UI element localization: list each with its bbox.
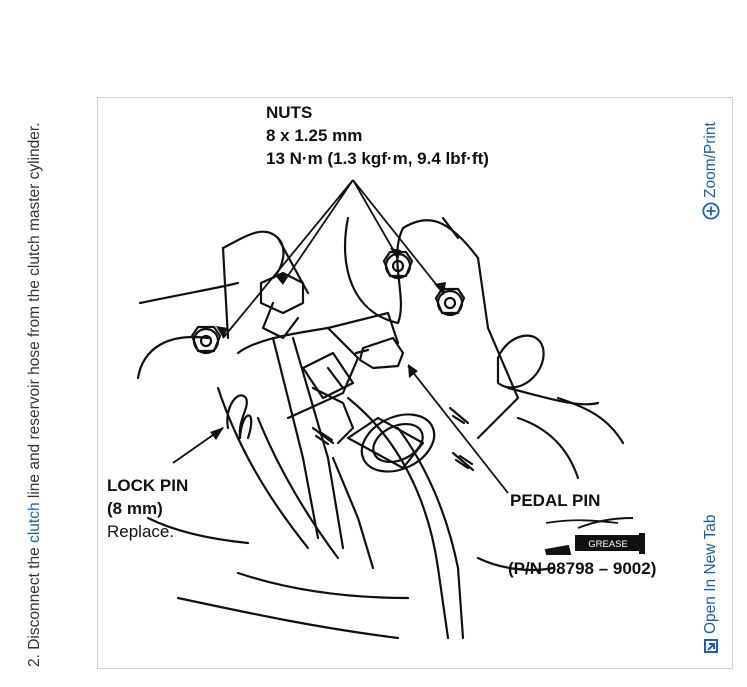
open-new-tab-label: Open In New Tab [702,514,719,634]
open-in-new-tab-icon [703,638,719,654]
clutch-pedal-figure [97,97,733,669]
zoom-print-button[interactable] [702,122,720,220]
lock-pin-title: LOCK PIN [107,476,189,495]
nuts-size: 8 x 1.25 mm [266,126,363,145]
nuts-torque: 13 N·m (1.3 kgf·m, 9.4 lbf·ft) [266,149,489,168]
step-text-suffix: line and reservoir hose from the clutch master cylinder. [26,122,43,503]
open-new-tab-button[interactable] [702,515,720,654]
lock-pin-size: (8 mm) [107,499,163,518]
zoom-print-label: Zoom/Print [702,122,719,198]
step-text-prefix: 2. Disconnect the [26,542,43,667]
part-number-label: (P/N 08798 – 9002) [508,559,657,578]
grease-tube-label: GREASE [588,539,628,550]
lock-pin-note: Replace. [107,522,175,541]
pedal-pin-label: PEDAL PIN [510,491,601,510]
nuts-title: NUTS [266,103,313,122]
circle-plus-icon [702,202,720,220]
step-instruction [26,123,44,668]
clutch-link[interactable]: clutch [26,502,43,543]
clutch-pedal-illustration [98,98,698,668]
